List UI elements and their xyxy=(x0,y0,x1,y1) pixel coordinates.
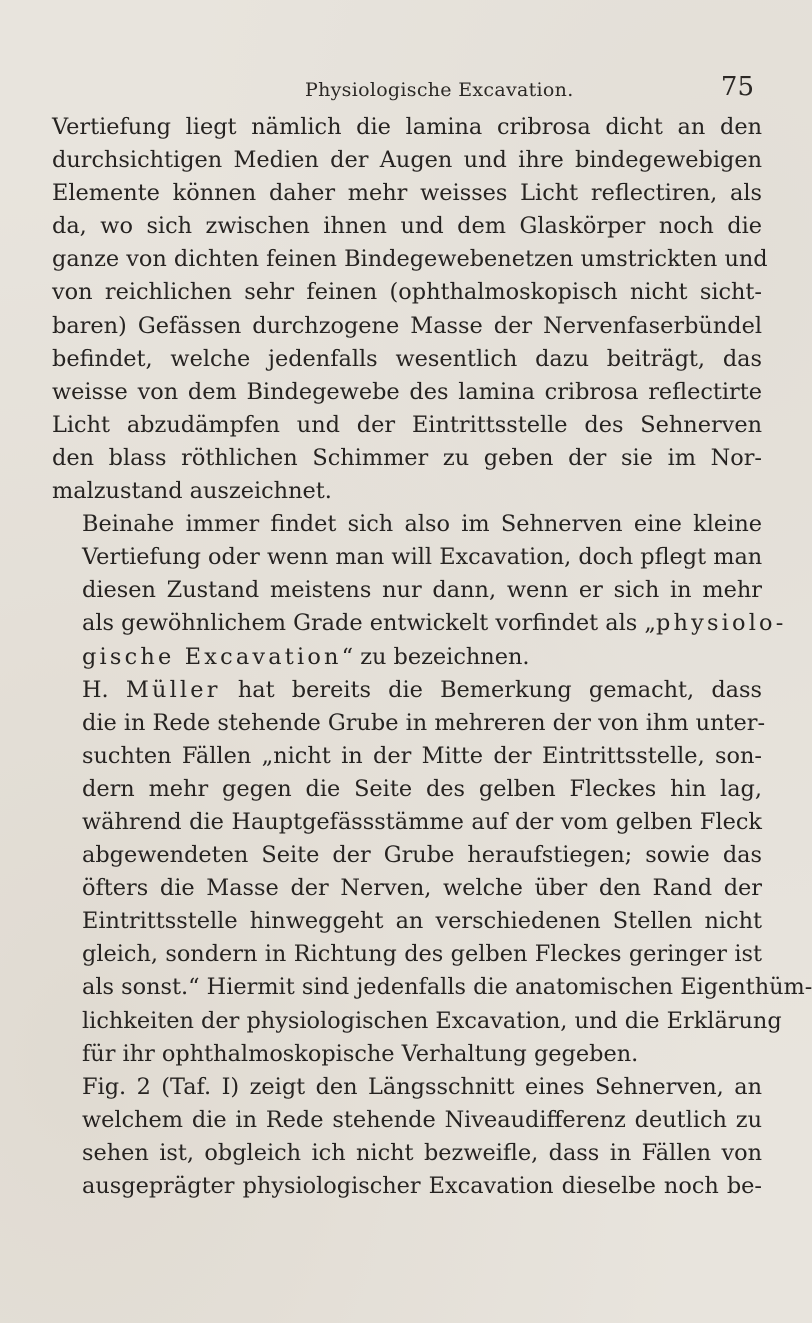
paragraph-4 xyxy=(52,1071,762,1203)
paragraph-1 xyxy=(52,111,768,508)
spaced-emphasis: physiolo- xyxy=(655,610,787,637)
body-text xyxy=(52,111,812,1203)
text-line: suchten Fällen „nicht in der Mitte der Eintrittsstelle, son- xyxy=(82,742,762,769)
text-line: als sonst.“ Hiermit sind jedenfalls die anatomischen Eigenthüm- xyxy=(82,974,812,1001)
text-line: Licht abzudämpfen und der Eintrittsstelle des Sehnerven xyxy=(52,411,762,438)
text-line: welchem die in Rede stehende Niveaudifferenz deutlich zu xyxy=(82,1106,762,1133)
text-line: gleich, sondern in Richtung des gelben Fleckes geringer ist xyxy=(82,941,762,968)
text-line: lichkeiten der physiologischen Excavation, und die Erklärung xyxy=(82,1007,782,1034)
text-line: für ihr ophthalmoskopische Verhaltung gegeben. xyxy=(82,1040,639,1067)
text-line-spaced: H. Müller hat bereits die Bemerkung gemacht, dass xyxy=(82,676,762,703)
text-line: Vertiefung liegt nämlich die lamina cribrosa dicht an den xyxy=(52,114,762,140)
text-line: dern mehr gegen die Seite des gelben Fleckes hin lag, xyxy=(82,775,762,802)
spaced-emphasis: gische Excavation xyxy=(82,643,342,670)
text-line: malzustand auszeichnet. xyxy=(52,478,332,505)
text-line: befindet, welche jedenfalls wesentlich dazu beiträgt, das xyxy=(52,345,762,372)
text-line: ausgeprägter physiologischer Excavation dieselbe noch be- xyxy=(82,1173,762,1199)
text-line: Elemente können daher mehr weisses Licht reflectiren, als xyxy=(52,180,762,207)
paragraph-2 xyxy=(52,508,787,673)
text-line: öfters die Masse der Nerven, welche über den Rand der xyxy=(82,875,762,902)
text-line: die in Rede stehende Grube in mehreren der von ihm unter- xyxy=(82,709,766,736)
text-line: ganze von dichten feinen Bindegewebenetzen umstrickten und xyxy=(52,246,768,273)
page-number: 75 xyxy=(720,72,754,102)
text-line: den blass röthlichen Schimmer zu geben der sie im Nor- xyxy=(52,444,762,471)
text-line: abgewendeten Seite der Grube heraufstiegen; sowie das xyxy=(82,842,762,869)
spaced-emphasis: Müller xyxy=(125,676,221,703)
text-line-spaced: als gewöhnlichem Grade entwickelt vorfindet als „physiolo- xyxy=(82,610,787,637)
text-line: Vertiefung oder wenn man will Excavation, doch pflegt man xyxy=(82,544,763,571)
text-line: Fig. 2 (Taf. I) zeigt den Längsschnitt eines Sehnerven, an xyxy=(82,1073,762,1100)
text-line: durchsichtigen Medien der Augen und ihre bindegewebigen xyxy=(52,147,762,174)
paragraph-3 xyxy=(52,674,812,1071)
text-line: sehen ist, obgleich ich nicht bezweifle, dass in Fällen von xyxy=(82,1139,762,1166)
text-line: Beinahe immer findet sich also im Sehnerven eine kleine xyxy=(82,511,762,538)
text-line: da, wo sich zwischen ihnen und dem Glaskörper noch die xyxy=(52,213,762,240)
text-line: weisse von dem Bindegewebe des lamina cribrosa reflectirte xyxy=(52,378,762,405)
running-title: Physiologische Excavation. xyxy=(305,79,574,101)
text-line: baren) Gefässen durchzogene Masse der Nervenfaserbündel xyxy=(52,312,762,339)
text-line: diesen Zustand meistens nur dann, wenn er sich in mehr xyxy=(82,577,762,604)
text-line-spaced: gische Excavation“ zu bezeichnen. xyxy=(82,643,530,670)
text-line: Eintrittsstelle hinweggeht an verschiedenen Stellen nicht xyxy=(82,908,762,935)
running-head xyxy=(52,0,762,110)
text-line: während die Hauptgefässstämme auf der vom gelben Fleck xyxy=(82,808,762,835)
text-line: von reichlichen sehr feinen (ophthalmoskopisch nicht sicht- xyxy=(52,279,762,306)
